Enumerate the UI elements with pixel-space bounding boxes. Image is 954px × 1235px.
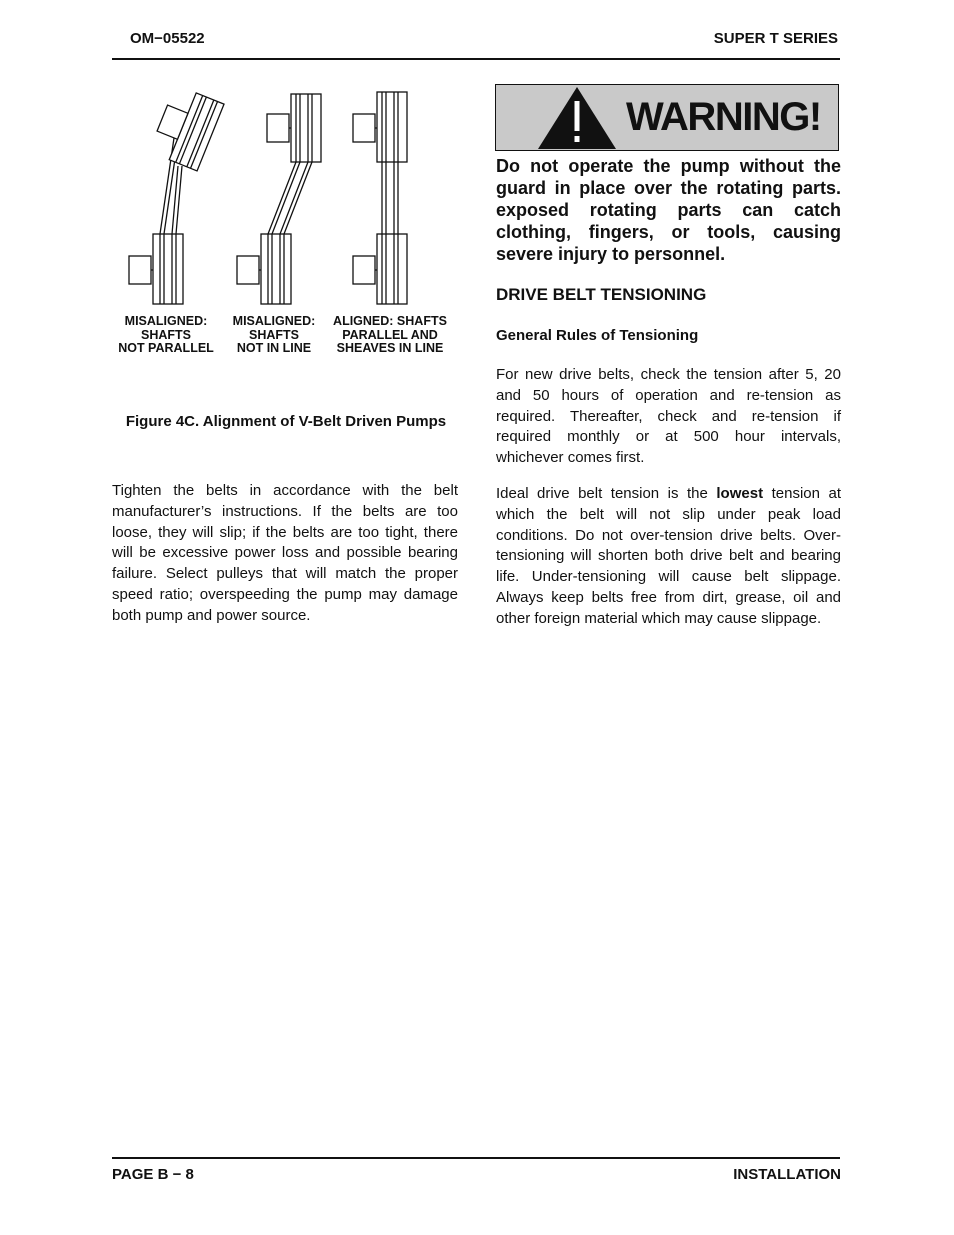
new-belts-paragraph: For new drive belts, check the tension after 5, 20 and 50 hours of operation and re-tension as required. Thereafter, check and re-tension if required monthly or at 500 hour intervals, whichever comes first. [496,366,841,467]
belt-tightening-paragraph: Tighten the belts in accordance with the belt manufacturer’s instructions. If the belts are too loose, they will slip; if the belts are too tight, there will be excessive power loss and possible bearing failure. Select pulleys that will match the proper speed ratio; overspeeding the pump may damage both pump and power source. [112,482,458,624]
warning-label: WARNING! [626,95,821,139]
figure-caption: Figure 4C. Alignment of V-Belt Driven Pumps [125,413,447,430]
section-title: DRIVE BELT TENSIONING [496,285,707,304]
label-not-in-line: MISALIGNED: SHAFTS NOT IN LINE [232,314,316,355]
warning-triangle-icon [536,85,618,149]
header-series: SUPER T SERIES [713,30,838,47]
label-aligned: ALIGNED: SHAFTS PARALLEL AND SHEAVES IN LINE [333,314,447,355]
footer-page-number: PAGE B − 8 [112,1166,194,1183]
diagram-not-in-line [237,94,321,304]
diagram-aligned [353,92,407,304]
warning-banner [495,84,839,151]
label-not-parallel: MISALIGNED: SHAFTS NOT PARALLEL [118,314,214,355]
ideal-tension-paragraph: Ideal drive belt tension is the lowest tension at which the belt will not slip under peak load conditions. Do not over-tension drive belts. Over-tensioning will shorten both drive belt and bearing life. Under-tensioning will cause belt slippage. Always keep belts free from dirt, grease, oil and other foreign material which may cause slippage. [496,485,841,627]
warning-text: Do not operate the pump without the guard in place over the rotating parts. exposed rotating parts can catch clothing, fingers, or tools, causing severe injury to personnel. [496,156,841,264]
footer-section: INSTALLATION [733,1166,841,1183]
header-rule [112,58,840,60]
belt-alignment-illustration [112,86,462,311]
diagram-not-parallel [129,86,224,304]
footer-rule [112,1157,840,1159]
emphasis-lowest: lowest [716,485,764,502]
header-doc-number: OM−05522 [130,30,205,47]
section-subtitle: General Rules of Tensioning [496,327,699,344]
